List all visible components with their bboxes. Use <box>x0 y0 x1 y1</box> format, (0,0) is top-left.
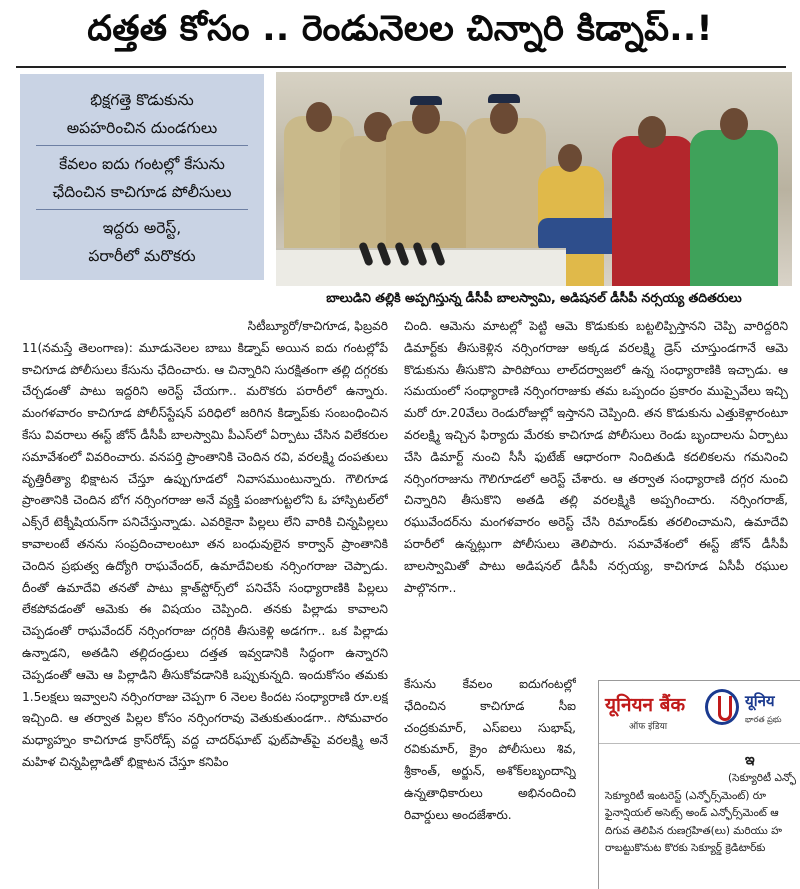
summary-divider <box>36 209 248 210</box>
photo-figure-head <box>490 102 518 134</box>
ad-bank-sub: ऑफ इंडिया <box>629 722 668 732</box>
summary-box <box>20 74 264 280</box>
article-column-3 <box>404 674 576 889</box>
article-dateline: సిటీబ్యూరో/కాచిగూడ, ఫిబ్రవరి <box>247 319 388 333</box>
summary-line: అపహరించిన దుండగులు <box>66 119 218 137</box>
ad-bank-name-2: यूनिय <box>745 692 775 710</box>
photo-figure <box>612 136 694 286</box>
ad-header <box>599 681 800 744</box>
photo-figure-cap <box>488 94 520 103</box>
summary-line: పరారీలో మరొకరు <box>88 247 196 265</box>
photo-figure-cap <box>410 96 442 105</box>
article-text: చింది. ఆమెను మాటల్లో పెట్టి ఆమె కొడుకుకు బట్టలిప్పిస్తానని చెప్పి వారిద్దరిని డిమార్ట్‌కు తీసుకెళ్లిన నర్సింగరాజు అక్కడ వరలక్ష్మి డ్రెస్ చూస్తుండగానే ఆమె కొడుకును తీసుకొని పారిపోయి లాల్‌దర్వాజలో ఉన్న సంధ్యారాణికి ఇచ్చాడు. ఆ సమయంలో సంధ్యారాణి నర్సింగరాజుకు తమ ఒప్పందం ప్రకారం ముప్పైవేలు ఇచ్చి మరో రూ.20వేలు రెండురోజుల్లో ఇస్తానని చెప్పింది. తన కొడుకును ఎత్తుకెళ్లారంటూ వరలక్ష్మి ఇచ్చిన ఫిర్యాదు మేరకు కాచిగూడ పోలీసులు రెండు బృందాలను ఏర్పాటు చేసి డిమార్ట్ నుంచి సీసీ ఫుటేజ్ ఆధారంగా నిందితుడి కదలికలను గమనించి నర్సింగరాజును గౌలిగూడలో అరెస్ట్ చేశారు. ఆ తర్వాత సంధ్యారాణి దగ్గర నుంచి చిన్నారిని తీసుకొని అతడి తల్లి వరలక్ష్మికి అప్పగించారు. నర్సింగరాజ్, రఘువేందర్‌ను మంగళవారం అరెస్ట్ చేసి రిమాండ్‌కు తరలించామని, ఉమాదేవి పరారీలో ఉన్నట్లుగా పోలీసులు తెలిపారు. సమావేశంలో ఈస్ట్ జోన్ డీసీపీ బాలస్వామితో పాటు అడిషనల్ డీసీపీ నర్సయ్య, కాచిగూడ ఏసీపీ రఘుల పాల్గొనగా.. <box>404 319 788 595</box>
summary-line: భిక్షగత్తె కొడుకును <box>90 91 194 109</box>
summary-divider <box>36 145 248 146</box>
photo-caption: బాలుడిని తల్లికి అప్పగిస్తున్న డీసీపీ బాలస్వామి, అడిషనల్ డీసీపీ నర్సయ్య తదితరులు <box>326 290 742 305</box>
ad-heading: ఇ <box>745 752 755 768</box>
photo-figure-head <box>638 116 666 148</box>
article-column-1 <box>22 316 388 889</box>
ad-line: ఫైనాన్షియల్ అసెట్స్ అండ్ ఎన్ఫోర్స్‌మెంట్ ఆ <box>605 807 779 819</box>
article-text: 11(నమస్తే తెలంగాణ): మూడునెలల బాబు కిడ్నాప్ అయిన ఐదు గంటల్లోపే కాచిగూడ పోలీసులు కేసును ఛేదించారు. ఆ చిన్నారిని సురక్షితంగా తల్లి దగ్గరకు చేర్చడంతో పాటు ఇద్దరిని అరెస్ట్ చేయగా.. మరొకరు పరారీలో ఉన్నారు. మంగళవారం కాచిగూడ పోలీస్‌స్టేషన్ పరిధిలో జరిగిన కిడ్నాప్‌కు సంబంధించిన కేసు వివరాలు ఈస్ట్ జోన్ డీసీపీ బాలస్వామి పీఎస్‌లో ఏర్పాటు చేసిన విలేకరుల సమావేశంలో వివరించారు. వనపర్తి ప్రాంతానికి చెందిన రవి, వరలక్ష్మి దంపతులు వృత్తిరీత్యా భిక్షాటన చేస్తూ ఉప్పుగూడలో నివాసముంటున్నారు. గౌలిగూడ ప్రాంతానికి చెందిన బోగ నర్సింగరాజు అనే వ్యక్తి పంజాగుట్టలోని ఓ హాస్పిటల్‌లో ఎక్స్‌రే టెక్నీషియన్‌గా పనిచేస్తున్నాడు. ఎవరికైనా పిల్లలు లేని వారికి చిన్నపిల్లలు కావాలంటే తనను సంప్రదించాలంటూ తన బంధువులైన కార్వాన్ ప్రాంతానికి చెందిన ప్రభుత్వ ఉద్యోగి రాఘవేందర్, ఉమాదేవిలకు నర్సింగరాజు చెప్పాడు. దీంతో ఉమాదేవి తనతో పాటు క్లాత్‌స్టోర్స్‌లో పనిచేసే సంధ్యారాణికి పిల్లలు లేకపోవడంతో ఆమెకు ఈ విషయం చెప్పింది. తనకు పిల్లాడు కావాలని చెప్పడంతో రాఘవేందర్ నర్సింగరాజు దగ్గరికి తీసుకెళ్లి అడగగా.. ఒక పిల్లాడు ఉన్నాడని, అతడిని తల్లిదండ్రులు దత్తత ఇవ్వడానికి సిద్ధంగా ఉన్నారని చెప్పడంతో ఆమె ఆ పిల్లాడిని తీసుకోవడానికి ఒప్పుకున్నది. ఇందుకోసం తమకు 1.5లక్షలు ఇవ్వాలని నర్సింగరాజు చెప్పగా 6 నెలల కిందట సంధ్యారాణి రూ.లక్ష ఇచ్చింది. ఆ తర్వాత పిల్లల కోసం నర్సింగరావు వెతుకుతుండగా.. సోమవారం మధ్యాహ్నం కాచిగూడ క్రాస్‌రోడ్స్ వద్ద చాదర్‌ఘాట్ ఫుట్‌పాత్‌పై వరలక్ష్మి అనే మహిళ చిన్నపిల్లాడితో భిక్షాటన చేస్తూ కనిపిం <box>22 340 388 769</box>
photo-figure-head <box>412 102 440 134</box>
article-text: కేసును కేవలం ఐదుగంటల్లో ఛేదించిన కాచిగూడ సీఐ చంద్రకుమార్, ఎస్ఐలు సుభాష్, రవికుమార్, క్రైం పోలీసులు శివ, శ్రీకాంత్, అర్జున్, అశోక్‌లబృందాన్ని ఉన్నతాధికారులు అభినందించి రివార్డులు అందజేశారు. <box>404 677 576 822</box>
bank-logo-icon <box>705 689 739 725</box>
headline-rule <box>16 66 786 68</box>
summary-line: ఇద్దరు అరెస్ట్, <box>102 219 182 237</box>
photo-figure-head <box>558 144 582 172</box>
photo-figure-head <box>306 102 332 132</box>
summary-line: ఛేదించిన కాచిగూడ పోలీసులు <box>52 183 232 201</box>
ad-line: రాబట్టుకొనుట కొరకు సెక్యూర్డ్ క్రెడిటార్‌కు <box>605 842 766 854</box>
ad-bank-sub-2: భారత ప్రభు <box>745 715 782 724</box>
headline: దత్తత కోసం .. రెండునెలల చిన్నారి కిడ్నాప్..! <box>87 9 713 49</box>
ad-bank-name: यूनियन बैंक <box>605 694 686 716</box>
photo-figure <box>690 130 778 286</box>
ad-body <box>599 744 800 858</box>
ad-line: (సెక్యూరిటీ ఎన్ఫో <box>728 772 796 784</box>
ad-line: సెక్యూరిటీ ఇంటరెస్ట్ (ఎన్ఫోర్స్‌మెంట్) రూ <box>605 789 767 802</box>
photo-figure-head <box>720 108 748 140</box>
summary-line: కేవలం ఐదు గంటల్లో కేసును <box>59 155 225 173</box>
news-photo <box>276 72 792 286</box>
bank-advertisement <box>598 680 800 889</box>
ad-line: దిగువ తెలిపిన రుణగ్రహిత(లు) మరియు హ <box>605 824 782 837</box>
article-column-2 <box>404 316 788 671</box>
